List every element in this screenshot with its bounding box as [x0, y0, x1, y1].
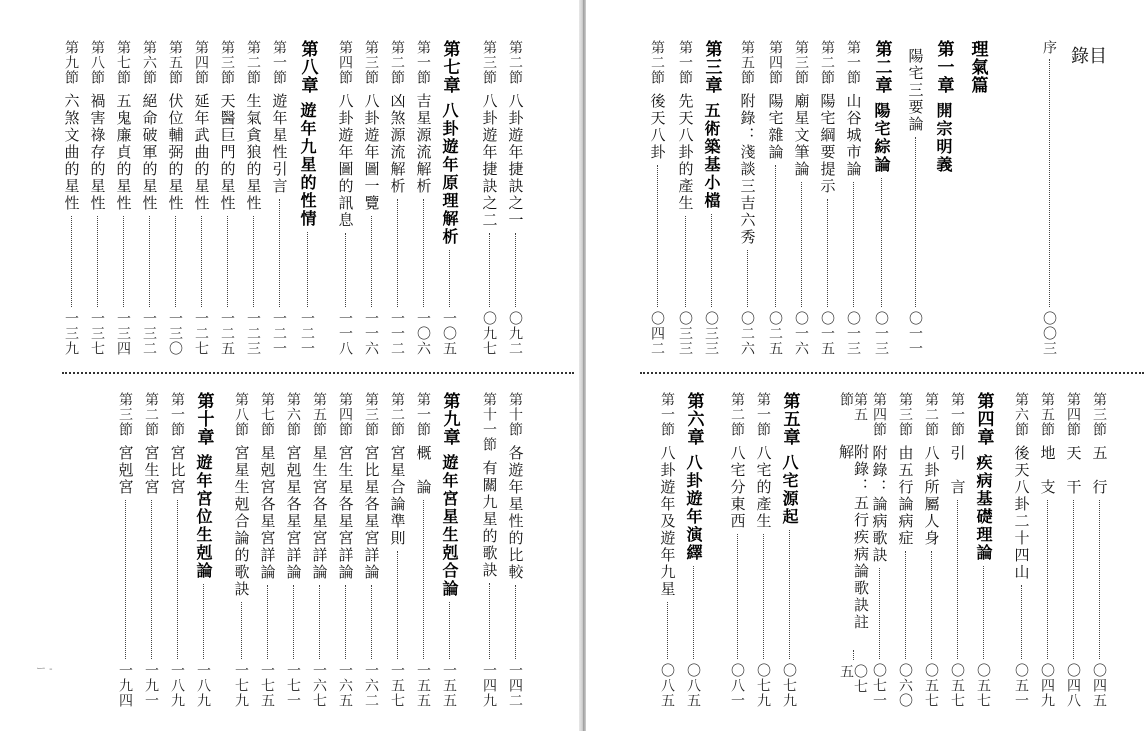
toc-page-number: 一九一 [143, 663, 159, 708]
toc-page-number: 一二三 [245, 311, 261, 356]
toc-entry-title: 山谷城市論 [844, 93, 863, 178]
toc-page-number: 〇五七 [975, 663, 991, 708]
toc-page-number: 一六五 [337, 663, 353, 708]
toc-page-number: 〇三三 [703, 311, 719, 356]
toc-entry-title: 地 支 [1038, 445, 1057, 496]
dot-leader [151, 500, 152, 659]
toc-page-number: 〇四九 [1039, 663, 1055, 708]
dot-leader [397, 551, 398, 659]
toc-entry-title: 遊年宮星生剋合論 [440, 454, 459, 598]
toc-page-number: 一二一 [271, 311, 287, 356]
toc-entry-title: 附錄：淺談三吉六秀 [738, 93, 757, 246]
toc-entry-label: 第一節 [677, 40, 693, 85]
toc-entry-label: 第五節 [167, 40, 183, 85]
toc-page-number: 一三二 [141, 311, 157, 356]
toc-page-number: 一七五 [259, 663, 275, 708]
toc-entry [504, 40, 526, 356]
toc-page-number: 〇六〇 [897, 663, 913, 708]
toc-entry-label: 第二節 [143, 392, 159, 437]
toc-entry-label: 第二節 [923, 392, 939, 437]
toc-heading [1068, 38, 1107, 118]
toc-page-number: 〇九二 [507, 311, 523, 356]
toc-entry-title: 各遊年星性的比較 [506, 445, 525, 581]
toc-entry [112, 40, 134, 356]
toc-entry-title: 八卦遊年及遊年九星 [658, 445, 677, 598]
toc-entry-title: 八宅源起 [780, 454, 799, 526]
dot-leader [763, 534, 764, 659]
toc-entry-label: 第二節 [389, 392, 405, 437]
dot-leader [345, 585, 346, 659]
toc-heading-text: 目 錄 [1068, 46, 1107, 74]
toc-entry [308, 392, 330, 708]
toc-entry-label: 第十章 [193, 392, 214, 446]
toc-page-number: 〇二五 [767, 311, 783, 356]
toc-entry-label: 第一節 [845, 40, 861, 85]
toc-entry [360, 40, 382, 356]
toc-entry-title: 八卦遊年圖的訊息 [336, 93, 355, 229]
dot-leader [1021, 585, 1022, 659]
toc-entry [736, 40, 758, 356]
toc-entry [904, 40, 926, 356]
toc-chapter [438, 40, 460, 356]
toc-page-number: 〇七一 [871, 663, 887, 708]
dot-leader [983, 566, 984, 659]
toc-page-number: 一六七 [311, 663, 327, 708]
dot-leader [789, 530, 790, 659]
toc-page-number: 一〇五 [441, 311, 457, 356]
toc-entry-title: 開宗明義 [934, 102, 953, 174]
dot-leader [489, 233, 490, 307]
toc-entry-title: 五 行 [1090, 445, 1109, 496]
toc-entry-label: 第八節 [233, 392, 249, 437]
dot-leader [293, 585, 294, 659]
toc-entry-title: 禍害祿存的星性 [88, 93, 107, 212]
dot-leader [423, 500, 424, 659]
toc-entry-label: 第九章 [439, 392, 460, 446]
toc-entry-label: 第五節 [1039, 392, 1055, 437]
toc-entry-title: 遊年星性引言 [270, 93, 289, 195]
toc-entry-label: 第一節 [169, 392, 185, 437]
toc-entry-title: 星生宮各星宮詳論 [310, 445, 329, 581]
dot-leader [489, 583, 490, 659]
dot-leader [915, 137, 916, 307]
toc-entry-title: 先天八卦的產生 [676, 93, 695, 212]
dot-leader [307, 232, 308, 307]
toc-entry [140, 392, 162, 708]
toc-entry [412, 392, 434, 708]
toc-page-number: 一二一 [299, 311, 315, 356]
toc-page-number: 〇九七 [481, 311, 497, 356]
toc-entry-title: 後天八卦二十四山 [1012, 445, 1031, 581]
toc-entry-label: 序 [1041, 40, 1057, 55]
toc-entry-label: 第六節 [1013, 392, 1029, 437]
dot-leader [775, 165, 776, 307]
section-divider [62, 372, 574, 374]
dot-leader [125, 500, 126, 659]
toc-entry-label: 第四節 [871, 392, 887, 437]
toc-entry-label: 第五節 [838, 392, 868, 422]
dot-leader [747, 250, 748, 307]
toc-entry-label: 第四節 [767, 40, 783, 85]
dot-leader [71, 216, 72, 307]
toc-page-number: 一八九 [169, 663, 185, 708]
toc-entry-label: 第六節 [141, 40, 157, 85]
toc-chapter [972, 392, 994, 708]
toc-entry [230, 392, 252, 708]
toc-entry-label: 第三章 [701, 40, 722, 94]
toc-entry-label: 第七章 [439, 40, 460, 94]
toc-entry [412, 40, 434, 356]
toc-page-number: 〇一三 [873, 311, 889, 356]
toc-entry [386, 40, 408, 356]
toc-entry-label: 第六節 [285, 392, 301, 437]
toc-page-number: 一七九 [233, 663, 249, 708]
toc-entry [114, 392, 136, 708]
dot-leader [881, 178, 882, 307]
dot-leader [711, 214, 712, 307]
toc-page-number: 一五五 [441, 663, 457, 708]
toc-entry [1010, 392, 1032, 708]
toc-entry-label: 第三節 [363, 392, 379, 437]
toc-entry-title: 八卦遊年演繹 [684, 454, 703, 562]
toc-entry-label: 第二節 [729, 392, 745, 437]
toc-page-number: 〇八五 [659, 663, 675, 708]
toc-entry-title: 疾病基礎理論 [974, 454, 993, 562]
toc-page-number: 一三七 [89, 311, 105, 356]
toc-page-number: 一一二 [389, 311, 405, 356]
toc-entry [752, 392, 774, 708]
toc-entry-title: 後天八卦 [648, 93, 667, 161]
toc-entry-label: 第六章 [683, 392, 704, 446]
toc-chapter [700, 40, 722, 356]
dot-leader [201, 216, 202, 307]
toc-entry-title: 宮比宮 [168, 445, 187, 496]
dot-leader [879, 568, 880, 659]
toc-entry-title: 伏位輔弼的星性 [166, 93, 185, 212]
toc-entry-label: 第三節 [219, 40, 235, 85]
toc-entry [894, 392, 916, 708]
toc-entry [282, 392, 304, 708]
toc-entry-title: 五術築基小檔 [702, 102, 721, 210]
dot-leader [515, 233, 516, 307]
toc-entry-title: 宮剋星各星宮詳論 [284, 445, 303, 581]
toc-entry [256, 392, 278, 708]
toc-entry [842, 40, 864, 356]
dot-leader [279, 199, 280, 307]
dot-leader [449, 602, 450, 659]
toc-page-number: 一七一 [285, 663, 301, 708]
toc-entry-title: 遊年九星的性情 [298, 102, 317, 228]
toc-entry-title: 吉星源流解析 [414, 93, 433, 195]
dot-leader [203, 584, 204, 659]
toc-entry-title: 引 言 [948, 445, 967, 496]
toc-page-number: 〇五七 [923, 663, 939, 708]
toc-entry-title: 有關九星的歌訣 [480, 460, 499, 579]
toc-entry-label: 第五節 [739, 40, 755, 85]
right-page [586, 0, 1148, 731]
toc-entry-label: 理氣篇 [967, 40, 988, 94]
toc-entry-title: 八宅的產生 [754, 445, 773, 530]
toc-page-number: 一三九 [63, 311, 79, 356]
dot-leader [175, 216, 176, 307]
toc-chapter [438, 392, 460, 708]
toc-page-number: 〇〇三 [1041, 311, 1057, 356]
toc-entry [946, 392, 968, 708]
toc-entry [726, 392, 748, 708]
dot-leader [177, 500, 178, 659]
dot-leader [123, 216, 124, 307]
toc-entry-label: 第五章 [779, 392, 800, 446]
toc-page-number: 〇三三 [677, 311, 693, 356]
toc-entry [60, 40, 82, 356]
toc-entry-title: 宮星合論準則 [388, 445, 407, 547]
toc-entry-label: 第八章 [297, 40, 318, 94]
dot-leader [657, 165, 658, 307]
toc-page-number: 一五七 [389, 663, 405, 708]
toc-page-number: 〇四八 [1065, 663, 1081, 708]
toc-chapter [778, 392, 800, 708]
toc-entry-label: 第三節 [1091, 392, 1107, 437]
toc-entry-title: 陽宅三要論 [906, 48, 925, 133]
toc-entry-title: 絕命破軍的星性 [140, 93, 159, 212]
toc-entry-label: 第三節 [897, 392, 913, 437]
toc-entry-label: 第五節 [311, 392, 327, 437]
toc-entry-title: 宮星生剋合論的歌訣 [232, 445, 251, 598]
toc-entry-title: 星剋宮各星宮詳論 [258, 445, 277, 581]
toc-page-number: 一二七 [193, 311, 209, 356]
toc-entry [837, 392, 870, 708]
toc-entry-title: 凶煞源流解析 [388, 93, 407, 195]
toc-entry-label: 第三節 [117, 392, 133, 437]
toc-entry-title: 六煞文曲的星性 [62, 93, 81, 212]
toc-page-number: 〇一六 [793, 311, 809, 356]
toc-entry-label: 第一節 [949, 392, 965, 437]
toc-entry [166, 392, 188, 708]
toc-entry-label: 第二節 [819, 40, 835, 85]
dot-leader [449, 250, 450, 307]
toc-entry-title: 天醫巨門的星性 [218, 93, 237, 212]
toc-entry [1036, 392, 1058, 708]
toc-page-number: 〇五七 [949, 663, 965, 708]
toc-page-number: 〇一三 [845, 311, 861, 356]
toc-chapter [932, 40, 954, 356]
toc-entry-title: 遊年宮位生剋論 [194, 454, 213, 580]
dot-leader [1049, 59, 1050, 307]
toc-entry [86, 40, 108, 356]
toc-entry-title: 八卦遊年捷訣之一 [506, 93, 525, 229]
toc-entry-title: 宮生宮 [142, 445, 161, 496]
dot-leader [267, 585, 268, 659]
toc-entry-label: 第二節 [649, 40, 665, 85]
toc-page-number: 一〇六 [415, 311, 431, 356]
toc-entry-label: 第三節 [793, 40, 809, 85]
toc-entry-label: 第一節 [271, 40, 287, 85]
dot-leader [97, 216, 98, 307]
dot-leader [827, 199, 828, 307]
toc-entry-title: 八卦遊年原理解析 [440, 102, 459, 246]
toc-entry-title: 八卦遊年捷訣之二 [480, 93, 499, 229]
toc-chapter [682, 392, 704, 708]
dot-leader [931, 551, 932, 659]
toc-entry [764, 40, 786, 356]
toc-entry-label: 第四節 [1065, 392, 1081, 437]
dot-leader [423, 199, 424, 307]
toc-entry-title: 宮剋宮 [116, 445, 135, 496]
toc-chapter [296, 40, 318, 356]
toc-entry-label: 第二節 [507, 40, 523, 85]
dot-leader [515, 585, 516, 659]
toc-entry [242, 40, 264, 356]
toc-entry-title: 生氣貪狼的星性 [244, 93, 263, 212]
section-divider [640, 372, 1144, 374]
toc-part-title [966, 40, 988, 110]
dot-leader [253, 216, 254, 307]
toc-entry-label: 第一節 [415, 392, 431, 437]
toc-page-number: 〇四二 [649, 311, 665, 356]
toc-entry-label: 第三節 [363, 40, 379, 85]
toc-page-number: 〇七九 [755, 663, 771, 708]
toc-entry [268, 40, 290, 356]
toc-entry-title: 附錄：五行疾病論歌訣註解 [837, 444, 870, 632]
dot-leader [371, 216, 372, 307]
toc-entry-label: 第十一節 [481, 392, 497, 452]
dot-leader [397, 199, 398, 307]
toc-entry [138, 40, 160, 356]
toc-entry [334, 392, 356, 708]
toc-page-number: 〇二六 [739, 311, 755, 356]
toc-entry [478, 392, 500, 708]
toc-page-number: 〇七五 [838, 663, 868, 694]
dot-leader [1099, 500, 1100, 659]
toc-entry [190, 40, 212, 356]
toc-entry-label: 第十節 [507, 392, 523, 437]
toc-page-number: 〇五一 [1013, 663, 1029, 708]
dot-leader [241, 602, 242, 659]
toc-entry-title: 八卦遊年圖一覽 [362, 93, 381, 212]
toc-entry [1062, 392, 1084, 708]
toc-entry [360, 392, 382, 708]
toc-page-number: 一四九 [481, 663, 497, 708]
toc-page-number: 一二五 [219, 311, 235, 356]
toc-entry-title: 宮比星各星宮詳論 [362, 445, 381, 581]
toc-entry [674, 40, 696, 356]
toc-page-number: 一五五 [415, 663, 431, 708]
toc-entry-label: 第八節 [89, 40, 105, 85]
toc-page-number: 一一八 [337, 311, 353, 356]
toc-chapter [870, 40, 892, 356]
toc-entry [504, 392, 526, 708]
scan-mark: ー - [36, 664, 53, 675]
toc-chapter [192, 392, 214, 708]
toc-page-number: 一九四 [117, 663, 133, 708]
dot-leader [957, 500, 958, 659]
toc-page-number: 〇一五 [819, 311, 835, 356]
toc-entry-title: 陽宅雜論 [766, 93, 785, 161]
toc-entry [1038, 40, 1060, 356]
dot-leader [319, 585, 320, 659]
toc-entry-title: 陽宅綜論 [872, 102, 891, 174]
toc-entry-title: 八宅分東西 [728, 445, 747, 530]
toc-entry-label: 第四節 [193, 40, 209, 85]
toc-page-number: 〇七九 [781, 663, 797, 708]
dot-leader [227, 216, 228, 307]
toc-entry-title: 五鬼廉貞的星性 [114, 93, 133, 212]
toc-entry-label: 第四節 [337, 40, 353, 85]
toc-page-number: 〇一一 [907, 311, 923, 356]
toc-entry-label: 第二章 [871, 40, 892, 94]
toc-page-number: 〇八一 [729, 663, 745, 708]
dot-leader [149, 216, 150, 307]
toc-entry-label: 第三節 [481, 40, 497, 85]
toc-entry-title: 廟星文筆論 [792, 93, 811, 178]
toc-entry-label: 第七節 [259, 392, 275, 437]
toc-entry-label: 第二節 [245, 40, 261, 85]
toc-entry [164, 40, 186, 356]
toc-entry-label: 第九節 [63, 40, 79, 85]
dot-leader [1047, 500, 1048, 659]
dot-leader [737, 534, 738, 659]
toc-page-number: 一一六 [363, 311, 379, 356]
toc-entry [790, 40, 812, 356]
toc-entry-title: 天 干 [1064, 445, 1083, 496]
toc-entry-label: 第四節 [337, 392, 353, 437]
dot-leader [371, 585, 372, 659]
toc-entry-title: 由五行論病症 [896, 445, 915, 547]
toc-page-number: 〇八五 [685, 663, 701, 708]
toc-entry-label: 第一節 [659, 392, 675, 437]
toc-entry-label: 第一章 [933, 40, 954, 94]
toc-entry-title: 概 論 [414, 445, 433, 496]
toc-entry-title: 陽宅綱要提示 [818, 93, 837, 195]
dot-leader [1073, 500, 1074, 659]
toc-entry-label: 第二節 [389, 40, 405, 85]
dot-leader [853, 182, 854, 307]
toc-entry [386, 392, 408, 708]
toc-entry [656, 392, 678, 708]
toc-page-number: 一四二 [507, 663, 523, 708]
toc-entry-label: 第七節 [115, 40, 131, 85]
dot-leader [685, 216, 686, 307]
toc-page-number: 一八九 [195, 663, 211, 708]
toc-page-number: 一三〇 [167, 311, 183, 356]
dot-leader [693, 566, 694, 659]
toc-entry-title: 延年武曲的星性 [192, 93, 211, 212]
dot-leader [801, 182, 802, 307]
toc-page-number: 一六二 [363, 663, 379, 708]
toc-entry-label: 第一節 [755, 392, 771, 437]
toc-entry [920, 392, 942, 708]
toc-entry-title: 附錄：論病歌訣 [870, 445, 889, 564]
toc-entry [1088, 392, 1110, 708]
dot-leader [853, 650, 854, 660]
toc-entry [334, 40, 356, 356]
toc-entry [646, 40, 668, 356]
dot-leader [667, 602, 668, 659]
toc-entry-title: 八卦所屬人身 [922, 445, 941, 547]
toc-entry [868, 392, 890, 708]
toc-page-number: 〇四五 [1091, 663, 1107, 708]
dot-leader [905, 551, 906, 659]
dot-leader [345, 233, 346, 307]
toc-entry [816, 40, 838, 356]
toc-entry [216, 40, 238, 356]
toc-entry-title: 宮生星各星宮詳論 [336, 445, 355, 581]
toc-entry [478, 40, 500, 356]
toc-entry-label: 第四章 [973, 392, 994, 446]
toc-page-number: 一三四 [115, 311, 131, 356]
toc-entry-label: 第一節 [415, 40, 431, 85]
